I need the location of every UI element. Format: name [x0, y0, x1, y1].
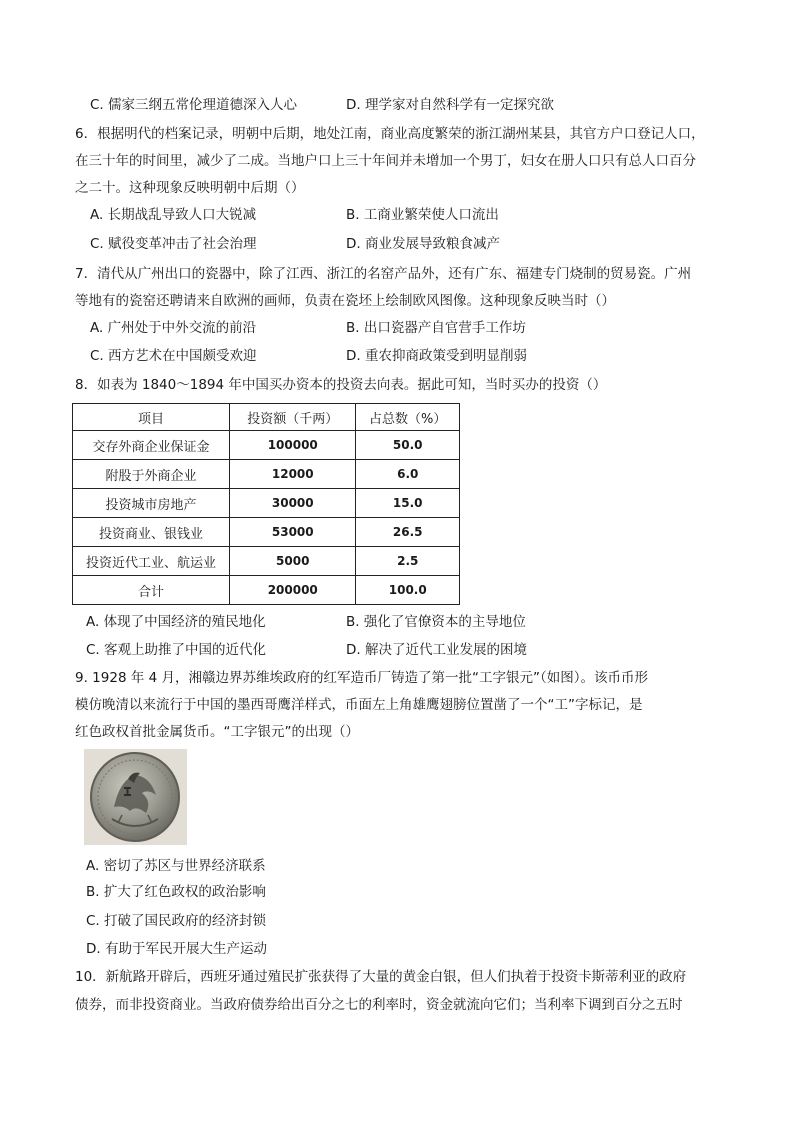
q7-option-a: A. 广州处于中外交流的前沿	[90, 320, 257, 336]
q6-option-a: A. 长期战乱导致人口大锐减	[90, 207, 257, 223]
q5-option-d: D. 理学家对自然科学有一定探究欲	[346, 97, 554, 113]
table-cell: 6.0	[356, 460, 460, 489]
q9-stem-line-3: 红色政权首批金属货币。“工字银元”的出现（）	[75, 724, 359, 740]
table-row	[73, 518, 460, 547]
table-cell: 附股于外商企业	[73, 460, 230, 489]
silver-coin-photo	[84, 749, 187, 845]
q9-option-d: D. 有助于军民开展大生产运动	[86, 941, 267, 957]
q5-option-c: C. 儒家三纲五常伦理道德深入人心	[90, 97, 298, 113]
table-row	[73, 489, 460, 518]
q7-option-b: B. 出口瓷器产自官营手工作坊	[346, 320, 526, 336]
table-header-cell: 投资额（千两）	[230, 404, 356, 431]
q10-stem-line-2: 债券，而非投资商业。当政府债券给出百分之七的利率时，资金就流向它们；当利率下调到百分之五时	[75, 997, 683, 1013]
table-cell: 200000	[230, 576, 356, 605]
table-header-row	[73, 404, 460, 431]
q8-option-d: D. 解决了近代工业发展的困境	[346, 642, 527, 658]
table-cell: 26.5	[356, 518, 460, 547]
q6-stem-line-1: 6．根据明代的档案记录，明朝中后期，地处江南，商业高度繁荣的浙江湖州某县，其官方户口登记人口，	[75, 126, 705, 142]
table-header-cell: 项目	[73, 404, 230, 431]
table-row-total	[73, 576, 460, 605]
q8-option-c: C. 客观上助推了中国的近代化	[86, 642, 267, 658]
table-cell: 投资商业、银钱业	[73, 518, 230, 547]
table-cell: 100.0	[356, 576, 460, 605]
q9-option-a: A. 密切了苏区与世界经济联系	[86, 858, 266, 874]
table-cell: 交存外商企业保证金	[73, 431, 230, 460]
q10-stem-line-1: 10．新航路开辟后，西班牙通过殖民扩张获得了大量的黄金白银，但人们执着于投资卡斯蒂利亚的政府	[75, 969, 687, 985]
table-cell: 投资近代工业、航运业	[73, 547, 230, 576]
q8-option-a: A. 体现了中国经济的殖民地化	[86, 614, 266, 630]
q9-option-c: C. 打破了国民政府的经济封锁	[86, 913, 267, 929]
table-cell: 2.5	[356, 547, 460, 576]
table-cell: 12000	[230, 460, 356, 489]
table-row	[73, 431, 460, 460]
q8-option-b: B. 强化了官僚资本的主导地位	[346, 614, 526, 630]
table-cell: 50.0	[356, 431, 460, 460]
q9-option-b: B. 扩大了红色政权的政治影响	[86, 884, 266, 900]
q6-stem-line-3: 之二十。这种现象反映明朝中后期（）	[75, 180, 305, 196]
q7-option-d: D. 重农抑商政策受到明显削弱	[346, 348, 527, 364]
table-cell: 53000	[230, 518, 356, 547]
q7-option-c: C. 西方艺术在中国颇受欢迎	[90, 348, 257, 364]
q6-stem-line-2: 在三十年的时间里，减少了二成。当地户口上三十年间并未增加一个男丁，妇女在册人口只有总人口百分	[75, 153, 696, 169]
q6-option-c: C. 赋役变革冲击了社会治理	[90, 236, 257, 252]
q7-stem-line-2: 等地有的瓷窑还聘请来自欧洲的画师，负责在瓷坯上绘制欧风图像。这种现象反映当时（）	[75, 293, 615, 309]
table-cell: 5000	[230, 547, 356, 576]
investment-table	[72, 403, 460, 605]
table-cell: 100000	[230, 431, 356, 460]
table-header-cell: 占总数（%）	[356, 404, 460, 431]
table-row	[73, 460, 460, 489]
table-cell: 投资城市房地产	[73, 489, 230, 518]
q7-stem-line-1: 7．清代从广州出口的瓷器中，除了江西、浙江的名窑产品外，还有广东、福建专门烧制的贸易瓷。广州	[75, 266, 692, 282]
table-row	[73, 547, 460, 576]
q6-option-d: D. 商业发展导致粮食减产	[346, 236, 500, 252]
table-cell: 30000	[230, 489, 356, 518]
table-cell: 合计	[73, 576, 230, 605]
q6-option-b: B. 工商业繁荣使人口流出	[346, 207, 499, 223]
coin-eagle-icon	[84, 749, 187, 845]
q9-stem-line-1: 9. 1928 年 4 月，湘赣边界苏维埃政府的红军造币厂铸造了第一批“工字银元”（如图）。该币币形	[75, 670, 648, 686]
q9-stem-line-2: 模仿晚清以来流行于中国的墨西哥鹰洋样式，币面左上角雄鹰翅膀位置凿了一个“工”字标记，是	[75, 697, 643, 713]
table-cell: 15.0	[356, 489, 460, 518]
q8-stem-line-1: 8．如表为 1840～1894 年中国买办资本的投资去向表。据此可知，当时买办的投资（）	[75, 377, 607, 393]
